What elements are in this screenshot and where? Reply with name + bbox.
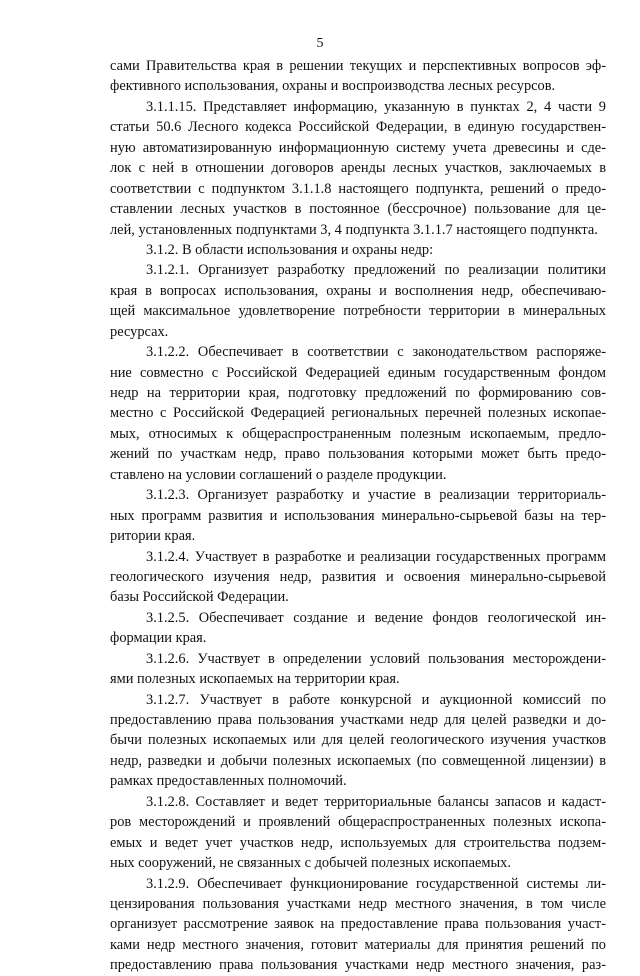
text-line: бычи полезных ископаемых или для целей геологического изучения участков	[110, 732, 606, 749]
document-body	[110, 56, 606, 976]
text-line: ставлении лесных участков в постоянное (бессрочное) пользование для це-	[110, 201, 606, 218]
text-line: ставлено на условии соглашений о разделе продукции.	[110, 466, 447, 483]
text-line: базы Российской Федерации.	[110, 589, 289, 606]
text-line: недр на территории края, подготовку предложений по формированию сов-	[110, 385, 606, 401]
text-line: лок с ней в отношении договоров аренды лесных участков, заключаемых в	[110, 160, 606, 177]
text-line: геологического изучения недр, развития и освоения минерально-сырьевой	[110, 568, 606, 585]
paragraph-p-3-1-2	[110, 240, 606, 260]
text-line: жений по участкам недр, право пользования которыми может быть предо-	[110, 446, 606, 463]
paragraph-p-3-1-2-9	[110, 874, 606, 976]
paragraph-p-3-1-2-1	[110, 260, 606, 342]
text-line: 3.1.2. В области использования и охраны недр:	[146, 241, 434, 258]
text-line: недр, разведки и добычи полезных ископаемых (по совмещенной лицензии) в	[110, 752, 606, 769]
paragraph-p-3-1-2-7	[110, 690, 606, 792]
paragraph-p-3-1-2-8	[110, 792, 606, 874]
paragraph-p-3-1-2-3	[110, 485, 606, 546]
text-line: местно с Российской Федерацией региональных перечней полезных ископае-	[110, 405, 606, 422]
text-line: ями полезных ископаемых на территории края.	[110, 671, 400, 688]
text-line: 3.1.2.8. Составляет и ведет территориальные балансы запасов и кадаст-	[146, 793, 606, 810]
text-line: щей максимальное удовлетворение потребности территории в минеральных	[110, 303, 606, 320]
text-line: 3.1.2.5. Обеспечивает создание и ведение фондов геологической ин-	[146, 609, 606, 626]
text-line: цензирования пользования участками недр местного значения, в том числе	[110, 895, 606, 912]
text-line: организует рассмотрение заявок на предоставление права пользования участ-	[110, 916, 606, 933]
text-line: ров месторождений и проявлений общераспространенных полезных ископа-	[110, 814, 606, 831]
text-line: лей, установленных подпунктами 3, 4 подпункта 3.1.1.7 настоящего подпункта.	[110, 221, 598, 238]
text-line: предоставлению права пользования участками недр для целей разведки и до-	[110, 712, 606, 728]
page-number: 5	[316, 36, 324, 51]
text-line: ную автоматизированную информационную систему учета древесины и сде-	[110, 139, 606, 156]
text-line: статьи 50.6 Лесного кодекса Российской Федерации, в единую государствен-	[110, 119, 606, 136]
text-line: предоставлению права пользования участками недр местного значения, раз-	[110, 957, 606, 974]
text-line: соответствии с подпунктом 3.1.1.8 настоящего подпункта, решений о предо-	[110, 180, 606, 197]
text-line: края в вопросах использования, охраны и восполнения недр, обеспечиваю-	[110, 282, 606, 299]
paragraph-p-3-1-1-15	[110, 97, 606, 240]
text-line: ных сооружений, не связанных с добычей полезных ископаемых.	[110, 855, 511, 872]
text-line: мых, относимых к общераспространенным полезным ископаемым, предло-	[110, 425, 606, 442]
paragraph-p-continuation	[110, 56, 606, 97]
text-line: сами Правительства края в решении текущих и перспективных вопросов эф-	[110, 58, 606, 74]
text-line: ритории края.	[110, 528, 196, 545]
paragraph-p-3-1-2-2	[110, 342, 606, 485]
text-line: 3.1.2.4. Участвует в разработке и реализации государственных программ	[146, 548, 606, 565]
paragraph-p-3-1-2-4	[110, 547, 606, 608]
paragraph-p-3-1-2-6	[110, 649, 606, 690]
text-line: ками недр местного значения, готовит материалы для принятия решений по	[110, 936, 606, 953]
text-line: 3.1.2.2. Обеспечивает в соответствии с законодательством распоряже-	[146, 344, 606, 361]
text-line: 3.1.2.7. Участвует в работе конкурсной и аукционной комиссий по	[146, 691, 606, 708]
text-line: 3.1.2.3. Организует разработку и участие в реализации территориаль-	[146, 487, 606, 504]
text-line: 3.1.2.1. Организует разработку предложений по реализации политики	[146, 262, 606, 279]
text-line: ных программ развития и использования минерально-сырьевой базы на тер-	[110, 507, 606, 524]
text-line: рамках предоставленных полномочий.	[110, 773, 347, 790]
text-line: емых и ведет учет участков недр, используемых для строительства подзем-	[110, 834, 606, 851]
text-line: ресурсах.	[110, 323, 169, 340]
text-line: 3.1.1.15. Представляет информацию, указанную в пунктах 2, 4 части 9	[146, 98, 606, 115]
text-line: фективного использования, охраны и воспроизводства лесных ресурсов.	[110, 78, 556, 95]
text-line: ние совместно с Российской Федерацией единым государственным фондом	[110, 364, 606, 381]
text-line: 3.1.2.9. Обеспечивает функционирование государственной системы ли-	[146, 875, 606, 892]
text-line: 3.1.2.6. Участвует в определении условий пользования месторождени-	[146, 650, 606, 667]
text-line: формации края.	[110, 630, 207, 647]
paragraph-p-3-1-2-5	[110, 608, 606, 649]
